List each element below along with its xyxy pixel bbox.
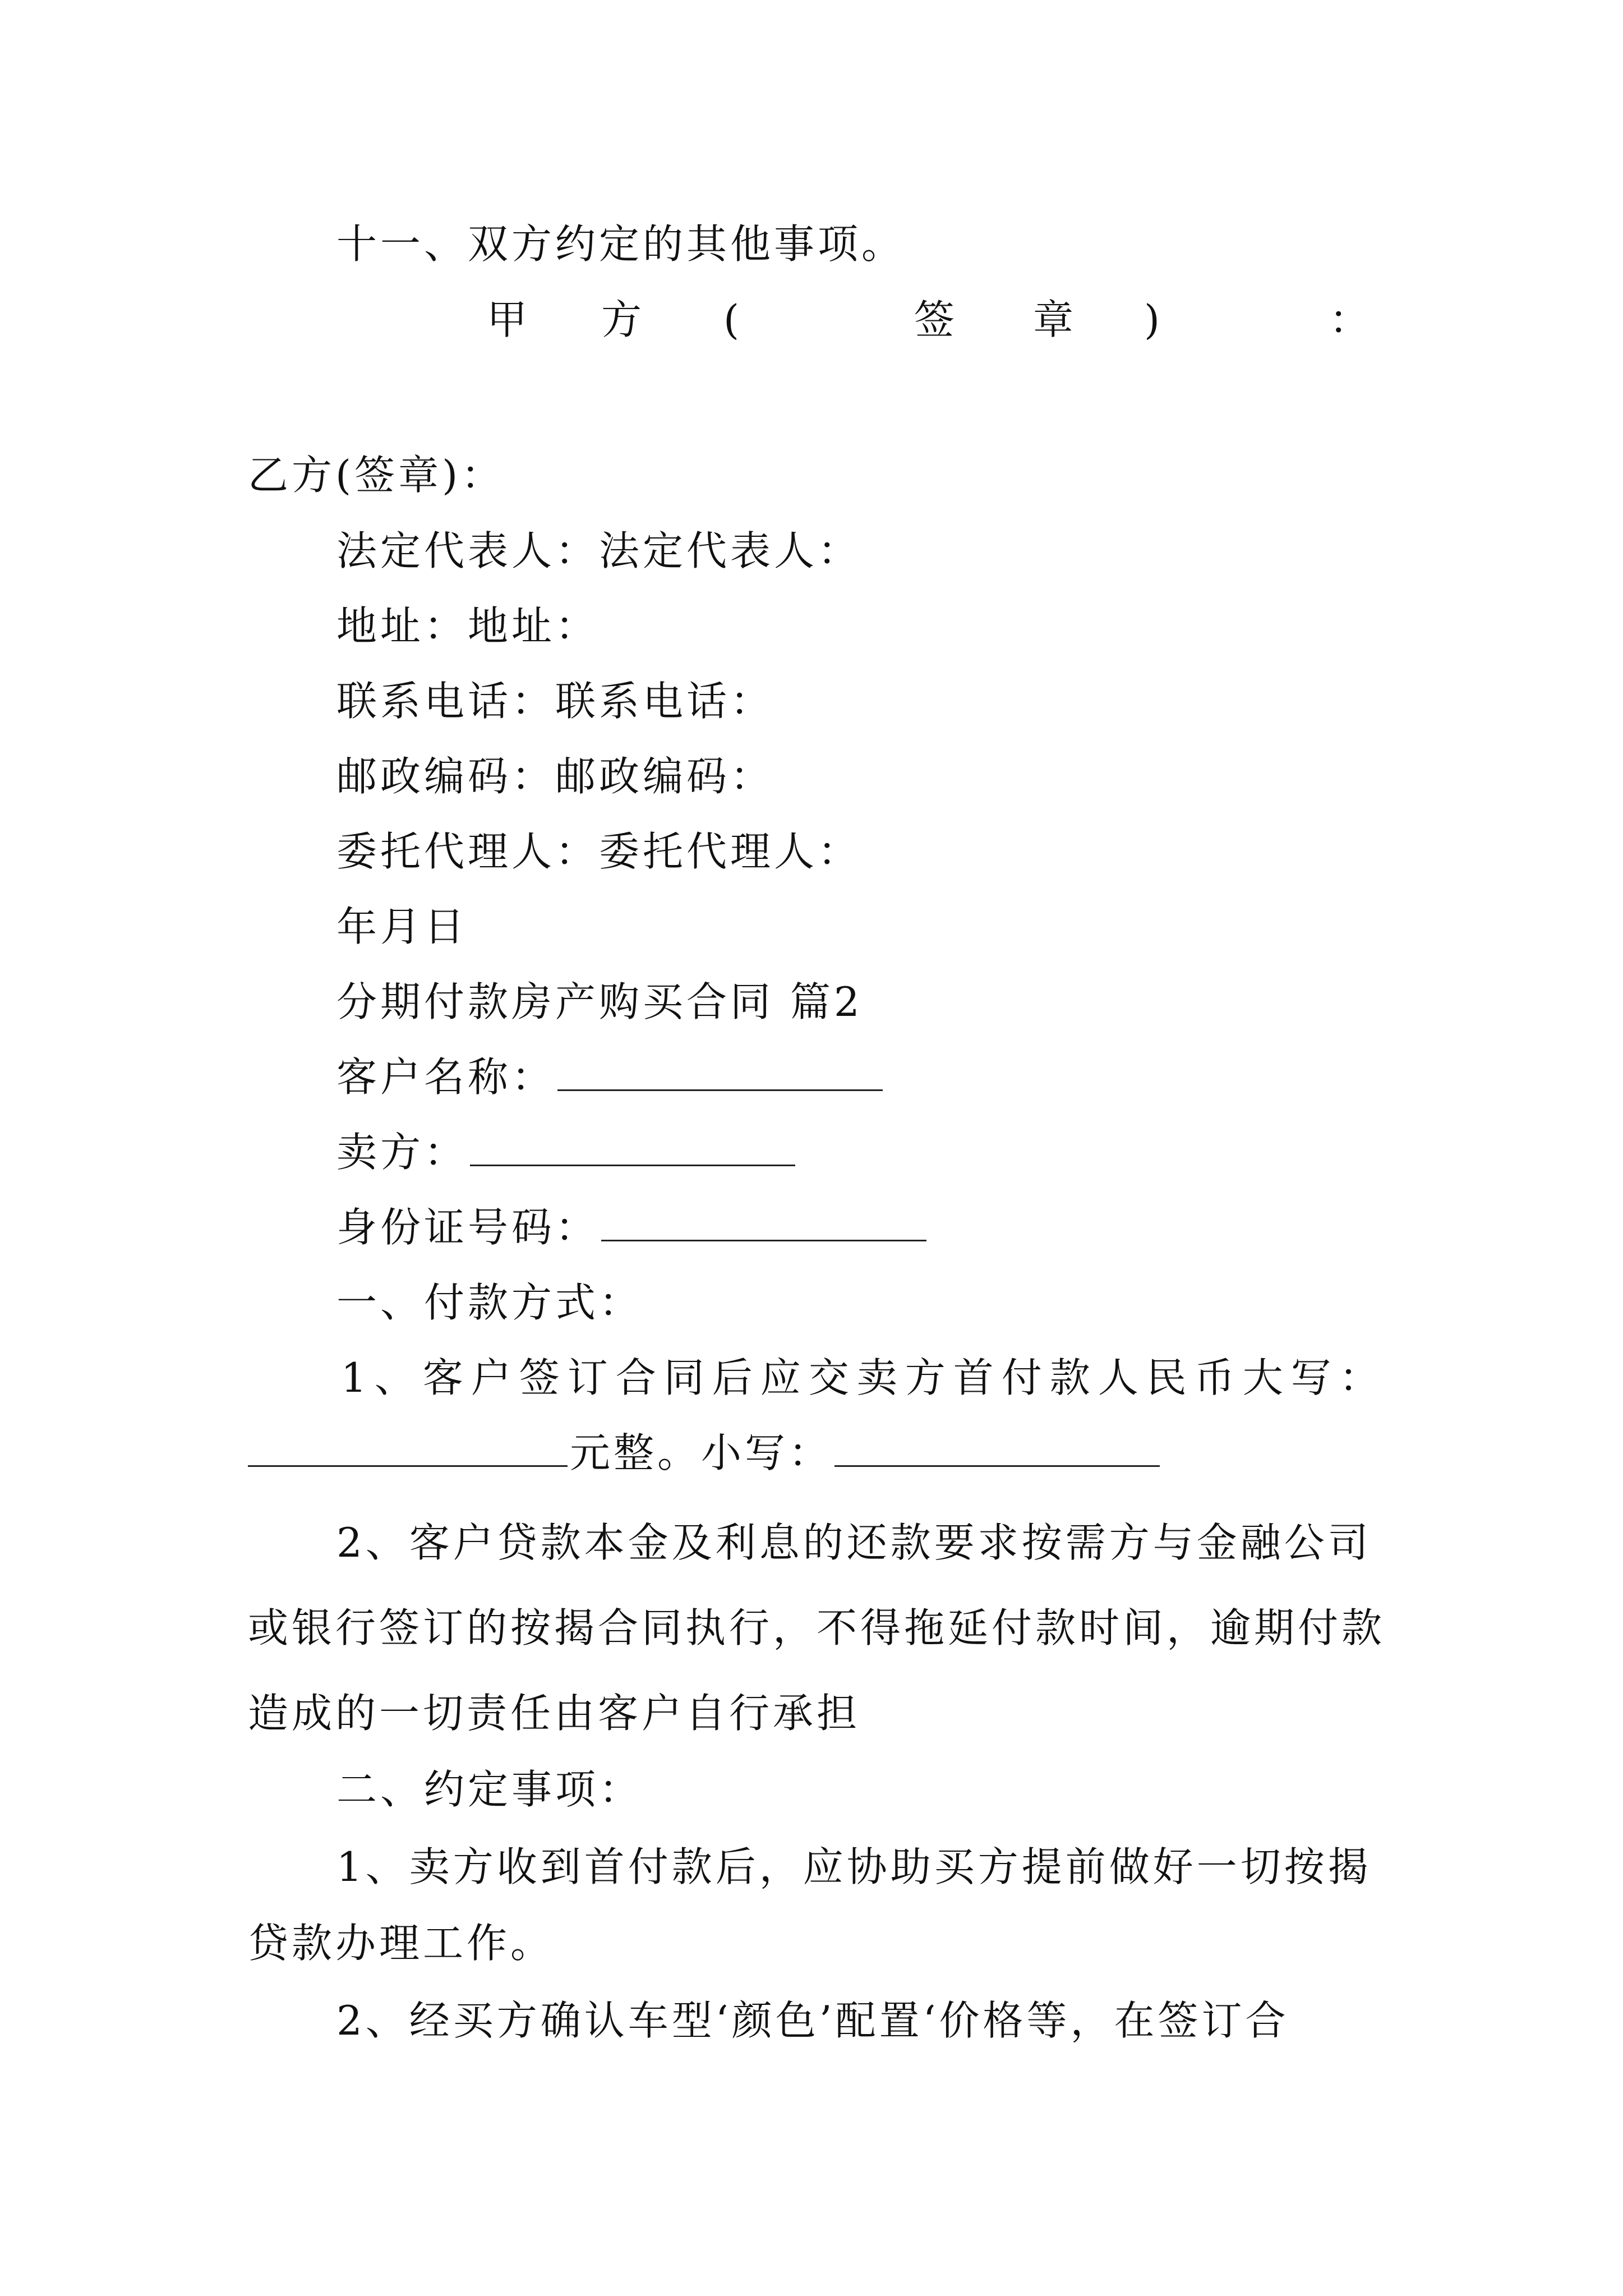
party-a-paren-close: ) (1144, 296, 1160, 343)
customer-name-label: 客户名称： (336, 1053, 556, 1101)
seller-blank (470, 1125, 795, 1166)
payment-clause-1a: 1、客户签订合同后应交卖方首付款人民币大写： (341, 1354, 1387, 1401)
amount-lowercase-blank (834, 1426, 1160, 1467)
agent: 委托代理人：委托代理人： (336, 828, 862, 875)
customer-name-row (336, 1049, 885, 1105)
amount-uppercase-blank (248, 1426, 568, 1467)
agreement-heading: 二、约定事项： (336, 1766, 643, 1813)
postcode: 邮政编码：邮政编码： (336, 753, 774, 800)
customer-name-blank (557, 1050, 883, 1091)
party-a-colon: ： (1329, 296, 1370, 343)
party-a-char-1: 甲 (487, 296, 528, 343)
party-a-char-4: 章 (1033, 296, 1074, 343)
agreement-clause-1-line-2: 贷款办理工作。 (248, 1920, 555, 1967)
payment-clause-1b-text: 元整。小写： (570, 1429, 833, 1476)
party-a-paren-open: ( (723, 296, 740, 343)
payment-clause-2-line-3: 造成的一切责任由客户自行承担 (248, 1690, 861, 1737)
phone: 联系电话：联系电话： (336, 678, 774, 725)
payment-clause-1b (248, 1425, 1162, 1481)
seller-row (336, 1124, 797, 1180)
payment-clause-2-line-1: 2、客户贷款本金及利息的还款要求按需方与金融公司 (336, 1519, 1372, 1566)
id-number-row (336, 1199, 929, 1255)
section-title: 分期付款房产购买合同 篇2 (336, 978, 863, 1025)
seller-label: 卖方： (336, 1129, 468, 1176)
party-a-signature-line (336, 292, 1380, 348)
party-b-signature: 乙方(签章)： (248, 452, 505, 499)
address: 地址：地址： (336, 602, 600, 650)
id-number-blank (601, 1200, 926, 1241)
party-a-char-3: 签 (914, 296, 955, 343)
payment-clause-2-line-2: 或银行签订的按揭合同执行，不得拖延付款时间，逾期付款 (248, 1604, 1386, 1651)
legal-representative: 法定代表人：法定代表人： (336, 527, 862, 574)
item-eleven: 十一、双方约定的其他事项。 (336, 220, 906, 268)
agreement-clause-1-line-1: 1、卖方收到首付款后，应协助买方提前做好一切按揭 (336, 1843, 1372, 1890)
date-line: 年月日 (336, 903, 468, 950)
id-number-label: 身份证号码： (336, 1204, 600, 1251)
agreement-clause-2-line-1: 2、经买方确认车型‘颜色’配置‘价格等，在签订合 (336, 1997, 1289, 2044)
party-a-char-2: 方 (601, 296, 642, 343)
payment-heading: 一、付款方式： (336, 1279, 643, 1326)
